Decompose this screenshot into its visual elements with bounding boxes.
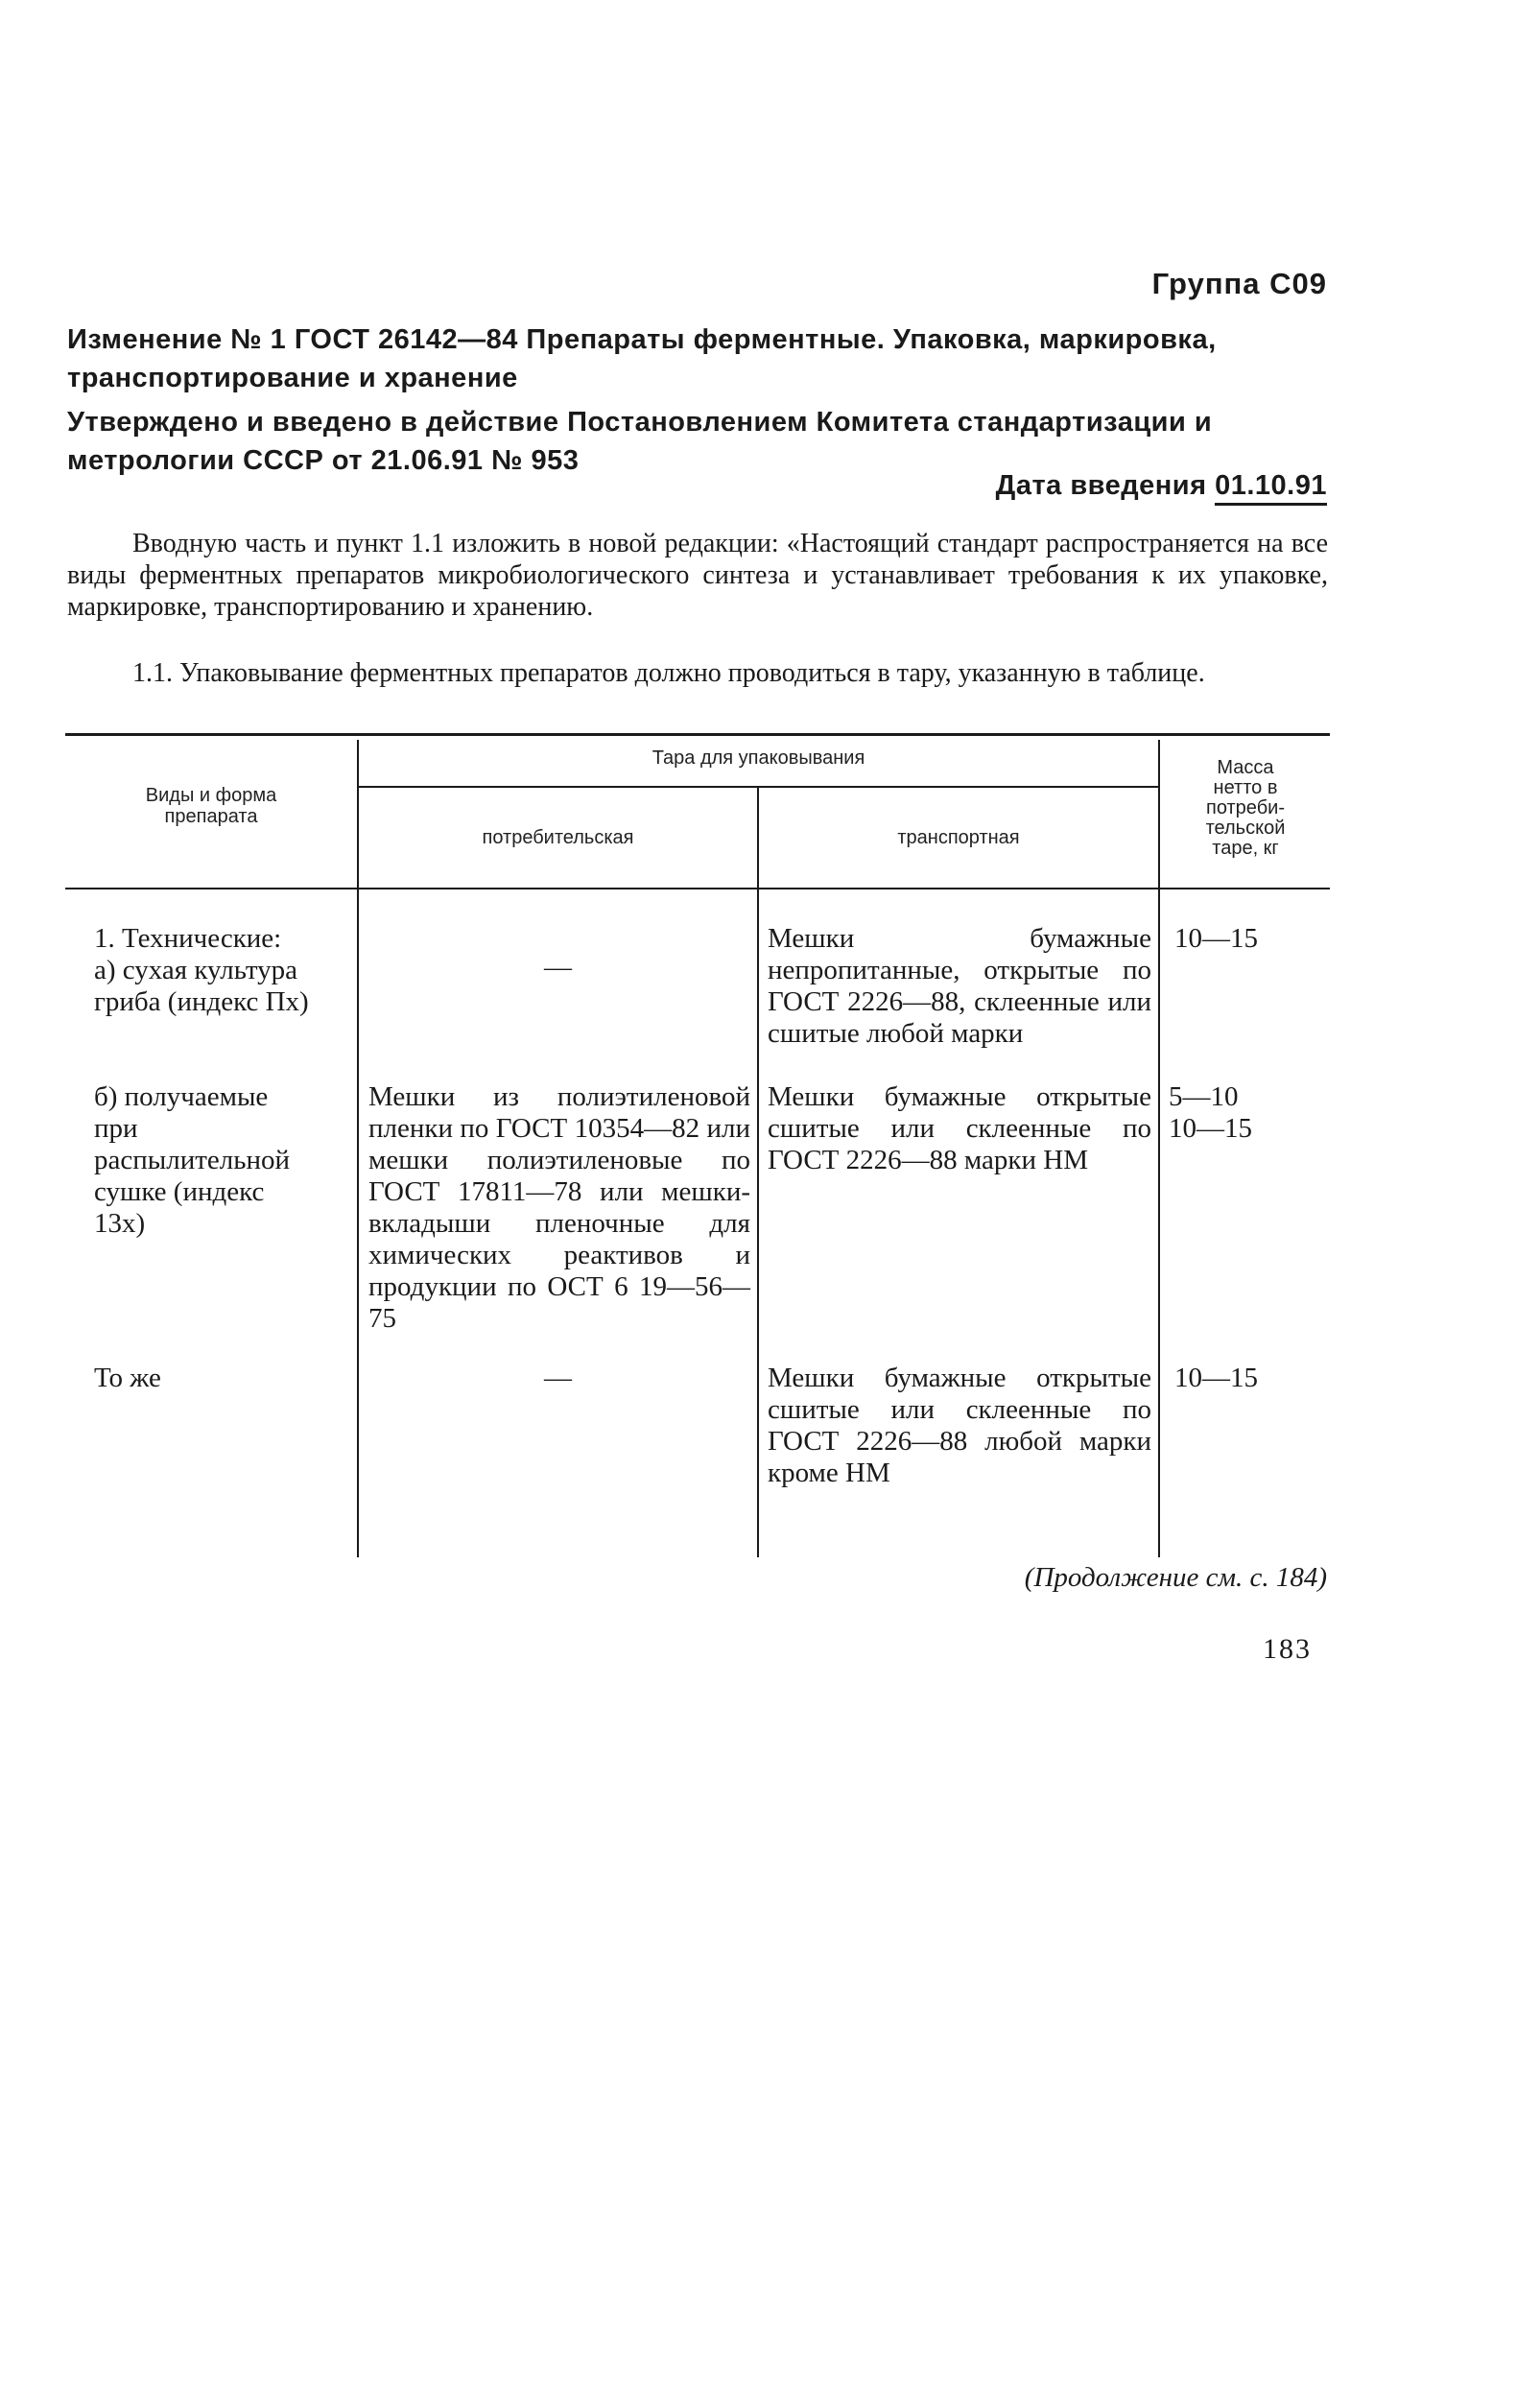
header-mass: Масса нетто в потреби- тельской таре, кг: [1205, 757, 1286, 859]
row2-mass: 5—10 10—15: [1169, 1081, 1252, 1144]
header-kind: Виды и форма препарата: [145, 785, 277, 827]
tare-group-rule: [359, 786, 1158, 788]
group-code: Группа С09: [1151, 267, 1327, 300]
table-divider-2: [757, 788, 759, 1557]
row3-kind: То же: [94, 1363, 161, 1393]
row1-consumer: —: [544, 952, 572, 983]
row3-mass: 10—15: [1174, 1363, 1258, 1393]
table-divider-1: [357, 740, 359, 1557]
row2-consumer: Мешки из полиэтиленовой пленки по ГОСТ 10354—82 или мешки полиэтиленовые по ГОСТ 17811—78 или мешки-вкладыши пленочные для химических реактивов и продукции по ОСТ 6 19—56—75: [368, 1081, 750, 1334]
page-number: 183: [1263, 1633, 1312, 1665]
continuation-note: (Продолжение см. с. 184): [1024, 1562, 1327, 1593]
intro-paragraph: Вводную часть и пункт 1.1 изложить в новой редакции: «Настоящий стандарт распространяется на все виды ферментных препаратов микробиологического синтеза и устанавливает требования к их упаковке, маркировке, транспортированию и хранению.: [67, 529, 1328, 622]
effective-date: [996, 470, 1327, 502]
effective-date-value: 01.10.91: [1215, 470, 1327, 506]
clause-1-1-paragraph: 1.1. Упаковывание ферментных препаратов должно проводиться в тару, указанную в таблице.: [132, 658, 1205, 688]
header-transport: транспортная: [897, 827, 1020, 848]
row2-kind: б) получаемые при распылительной сушке (индекс 13х): [94, 1081, 291, 1239]
table-top-rule: [65, 733, 1330, 736]
row3-transport: Мешки бумажные открытые сшитые или склеенные по ГОСТ 2226—88 любой марки кроме НМ: [768, 1363, 1151, 1488]
row2-transport: Мешки бумажные открытые сшитые или склеенные по ГОСТ 2226—88 марки НМ: [768, 1081, 1151, 1175]
row1-mass: 10—15: [1174, 923, 1258, 954]
effective-date-label: Дата введения: [995, 470, 1207, 501]
header-tare-group: Тара для упаковывания: [652, 747, 865, 769]
table-divider-3: [1158, 740, 1160, 1557]
header-consumer: потребительская: [482, 827, 634, 848]
row3-consumer: —: [544, 1363, 572, 1393]
table-header-rule: [65, 888, 1330, 889]
amendment-title: Изменение № 1 ГОСТ 26142—84 Препараты ферментные. Упаковка, маркировка, транспортирование и хранение: [67, 324, 1217, 393]
row1-kind: 1. Технические: а) сухая культура гриба (индекс Пх): [94, 923, 309, 1017]
row1-transport: Мешки бумажные непропитанные, открытые по ГОСТ 2226—88, склеенные или сшитые любой марки: [768, 923, 1151, 1049]
approval-statement: Утверждено и введено в действие Постановлением Комитета стандартизации и метрологии СССР от 21.06.91 № 953: [67, 407, 1213, 476]
